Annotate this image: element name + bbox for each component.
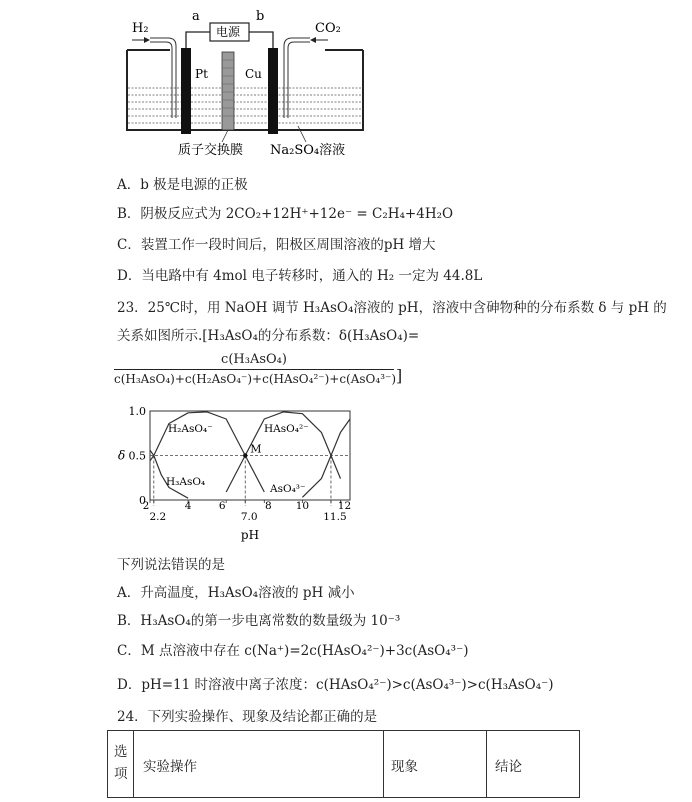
- x-tick-label: 7.0: [240, 511, 258, 523]
- q22-option-a: A．b 极是电源的正极: [117, 177, 248, 193]
- x-tick-label: 2: [142, 500, 150, 512]
- q23-option-d: D．pH=11 时溶液中离子浓度：c(HAsO₄²⁻)>c(AsO₄³⁻)>c(H₃AsO₄⁻): [117, 677, 554, 693]
- y-tick-label: 0.5: [128, 449, 146, 463]
- co2-label: CO₂: [315, 21, 341, 36]
- series-label-0: H₃AsO₄: [166, 476, 206, 488]
- distribution-fraction-formula: [114, 352, 404, 386]
- formula-numerator: c(H₃AsO₄): [221, 352, 287, 367]
- q23-stem-line2: 关系如图所示.[H₃AsO₄的分布系数：δ(H₃AsO₄)=: [117, 328, 420, 344]
- formula-denominator: c(H₃AsO₄)+c(H₂AsO₄⁻)+c(HAsO₄²⁻)+c(AsO₄³⁻): [114, 372, 397, 386]
- q23-option-b: B．H₃AsO₄的第一步电离常数的数量级为 10⁻³: [117, 613, 401, 629]
- q23-question: 下列说法错误的是: [117, 557, 225, 573]
- x-tick-label: 12: [337, 500, 352, 512]
- header-operation: 实验操作: [143, 759, 197, 775]
- terminal-b-label: b: [256, 9, 265, 24]
- header-phenomenon: 现象: [391, 759, 418, 775]
- x-axis-label: pH: [240, 528, 260, 542]
- point-m-label: M: [250, 442, 262, 456]
- q23-option-c: C．M 点溶液中存在 c(Na⁺)=2c(HAsO₄²⁻)+3c(AsO₄³⁻): [117, 643, 469, 659]
- series-label-1: H₂AsO₄⁻: [168, 423, 213, 435]
- y-axis-label: δ: [118, 448, 126, 463]
- q24-stem: 24．下列实验操作、现象及结论都正确的是: [117, 709, 378, 725]
- h2-label: H₂: [132, 21, 149, 36]
- series-line-0: [150, 450, 188, 498]
- q23-stem-line1: 23．25℃时，用 NaOH 调节 H₃AsO₄溶液的 pH，溶液中含砷物种的分布系数 δ 与 pH 的: [117, 300, 667, 316]
- pt-electrode-label: Pt: [195, 67, 208, 81]
- fraction-bar: [114, 369, 394, 370]
- y-tick-label: 1.0: [128, 405, 146, 418]
- terminal-a-label: a: [192, 9, 200, 24]
- point-m: [243, 453, 247, 457]
- series-line-3: [302, 419, 350, 497]
- q23-option-a: A．升高温度，H₃AsO₄溶液的 pH 减小: [117, 585, 355, 601]
- electrolysis-cell-figure: [110, 8, 390, 163]
- header-option: 选 项: [114, 744, 128, 782]
- q22-option-d: D．当电路中有 4mol 电子转移时，通入的 H₂ 一定为 44.8L: [117, 268, 483, 284]
- membrane-label: 质子交换膜: [178, 143, 244, 158]
- q22-option-b: B．阴极反应式为 2CO₂+12H⁺+12e⁻ = C₂H₄+4H₂O: [117, 206, 454, 222]
- series-label-2: HAsO₄²⁻: [264, 423, 309, 435]
- x-tick-label: 8: [264, 500, 272, 512]
- x-tick-label: 11.5: [323, 511, 347, 523]
- x-tick-label: 4: [184, 500, 192, 512]
- y-tick-label: 0: [139, 494, 146, 507]
- formula-close-bracket: ]: [396, 366, 403, 385]
- header-conclusion: 结论: [495, 759, 522, 775]
- experiment-table: [107, 730, 580, 798]
- series-label-3: AsO₄³⁻: [270, 483, 306, 495]
- cu-electrode-label: Cu: [245, 67, 262, 81]
- x-tick-label: 2.2: [149, 511, 167, 523]
- q22-option-c: C．装置工作一段时间后，阳极区周围溶液的pH 增大: [117, 237, 436, 253]
- x-tick-label: 6: [218, 500, 226, 512]
- distribution-chart: [110, 403, 370, 543]
- x-tick-label: 10: [295, 500, 310, 512]
- power-source-label: 电源: [216, 25, 241, 39]
- solution-label: Na₂SO₄溶液: [270, 143, 346, 158]
